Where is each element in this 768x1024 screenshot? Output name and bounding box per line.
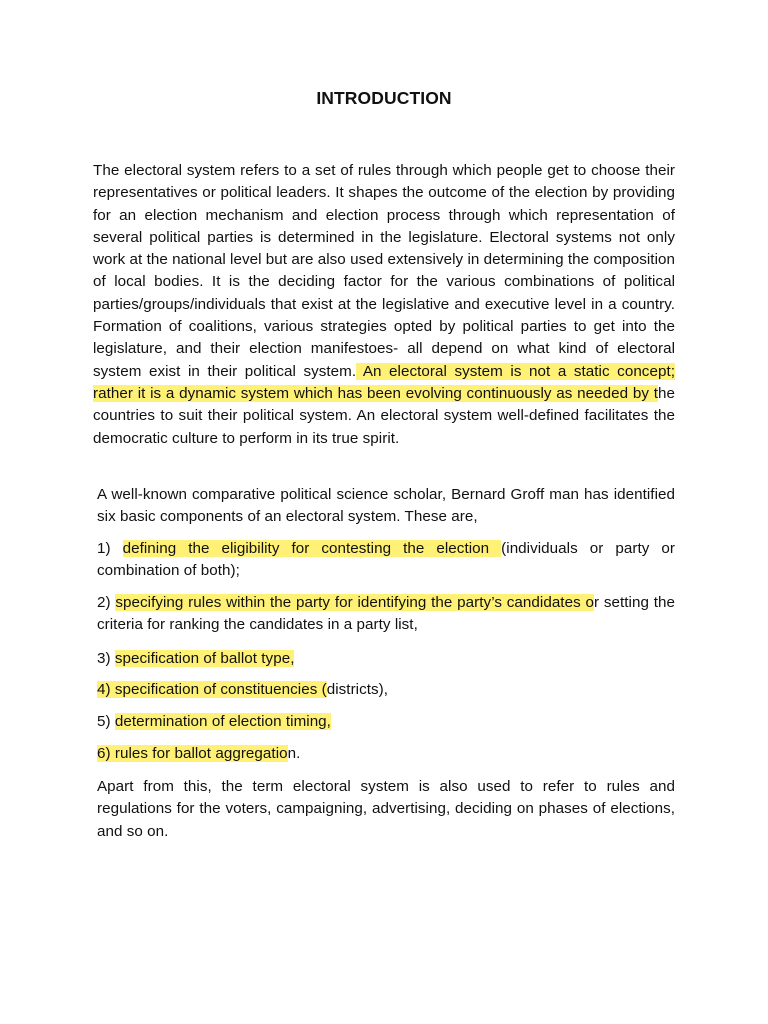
component-highlighted-text: specifying rules within the party for identifying the party’s candidates o — [115, 594, 594, 611]
component-number: 5) — [97, 713, 115, 730]
component-number: 3) — [97, 650, 115, 667]
component-number: 2) — [97, 594, 116, 611]
component-highlighted-text: specification of ballot type, — [114, 650, 295, 667]
component-item-6 — [97, 743, 675, 765]
component-item-2 — [97, 592, 675, 637]
intro-text-continued: he countries to suit their political system. An electoral system well-defined facilitates the democratic culture to perform in its true spirit. — [93, 384, 675, 447]
component-highlighted-text: determination of election timing, — [114, 713, 331, 730]
component-item-4 — [97, 679, 675, 701]
component-item-1 — [97, 538, 675, 583]
component-highlighted-text: 4) specification of constituencies ( — [97, 681, 327, 698]
component-text: (individuals or party or combination of both); — [97, 540, 675, 580]
component-highlighted-text: 6) rules for ballot aggregatio — [97, 745, 288, 762]
component-item-3 — [97, 648, 675, 670]
component-number: 1) — [97, 540, 123, 557]
component-item-5 — [97, 711, 675, 733]
closing-paragraph: Apart from this, the term electoral system is also used to refer to rules and regulations for the voters, campaigning, advertising, deciding on phases of elections, and so on. — [97, 778, 675, 840]
component-text: districts), — [326, 681, 389, 698]
intro-paragraph — [93, 160, 675, 450]
components-intro-paragraph: A well-known comparative political science scholar, Bernard Groff man has identified six basic components of an electoral system. These are, — [97, 486, 675, 526]
page-title: INTRODUCTION — [316, 88, 452, 108]
component-text: r setting the criteria for ranking the candidates in a party list, — [97, 594, 675, 634]
intro-text: The electoral system refers to a set of rules through which people get to choose their representatives or political leaders. It shapes the outcome of the election by providing for an election mechanism and election process through which representation of several political parties is determined in the legislature. Electoral systems not only work at the national level but are also used extensively in determining the composition of local bodies. It is the deciding factor for the various combinations of political parties/groups/individuals that exist at the legislative and executive level in a country. Formation of coalitions, various strategies opted by political parties to get into the legislature, and their election manifestoes- all depend on what kind of electoral system exist in their political system. — [93, 162, 675, 380]
component-highlighted-text: defining the eligibility for contesting the election — [122, 540, 502, 557]
component-text: n. — [287, 745, 301, 762]
intro-highlighted-text: An electoral system is not a static concept; rather it is a dynamic system which has been evolving continuously as needed by t — [93, 362, 675, 402]
